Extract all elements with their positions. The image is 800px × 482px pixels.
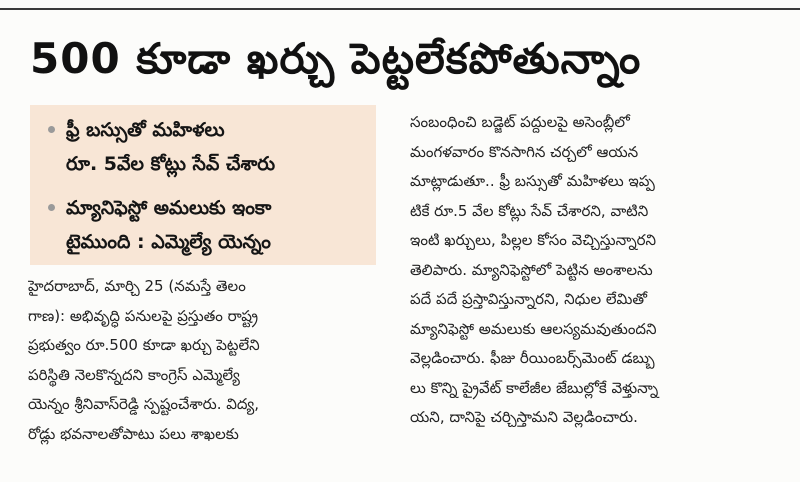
headline: 500 కూడా ఖర్చు పెట్టలేకపోతున్నాం — [30, 34, 642, 83]
text-line: లు కొన్ని ప్రైవేట్ కాలేజీల జేబుల్లోకే వెళ్తున్నా — [410, 378, 659, 397]
left-column-text — [28, 272, 380, 449]
highlights-box — [30, 105, 376, 265]
text-line: మంగళవారం కొనసాగిన చర్చలో ఆయన — [410, 142, 639, 161]
right-column-text — [410, 108, 762, 433]
text-line: యని, దానిపై చర్చిస్తామని వెల్లడించారు. — [410, 408, 638, 426]
highlight-line: ఫ్రీ బస్సుతో మహిళలు — [66, 119, 225, 141]
highlight-line: టైముంది : ఎమ్మెల్యే యెన్నం — [66, 231, 271, 253]
text-line: రోడ్లు భవనాలతోపాటు పలు శాఖలకు — [28, 424, 239, 443]
highlight-item — [46, 113, 370, 181]
text-line: ప్రభుత్వం రూ.500 కూడా ఖర్చు పెట్టలేని — [28, 336, 260, 354]
text-line: పరిస్థితి నెలకొన్నదని కాంగ్రెస్ ఎమ్మెల్యే — [28, 365, 240, 384]
text-line: టికే రూ.5 వేల కోట్లు సేవ్ చేశారని, వాటిని — [410, 201, 649, 220]
text-line: వెల్లడించారు. ఫీజు రీయింబర్స్‌మెంట్ డబ్బు — [410, 349, 655, 367]
top-rule — [0, 8, 800, 10]
text-line: మాట్లాడుతూ.. ఫ్రీ బస్సుతో మహిళలు ఇప్ప — [410, 172, 655, 190]
text-line: తెలిపారు. మ్యానిఫెస్టోలో పెట్టిన అంశాలను — [410, 260, 653, 279]
highlight-line: రూ. 5వేల కోట్లు సేవ్ చేశారు — [66, 153, 276, 175]
highlight-line: మ్యానిఫెస్టో అమలుకు ఇంకా — [66, 197, 272, 219]
bullet-icon — [48, 204, 55, 211]
text-line: మ్యానిఫెస్టో అమలుకు ఆలస్యమవుతుందని — [410, 319, 657, 338]
text-line: యెన్నం శ్రీనివాస్‌రెడ్డి స్పష్టంచేశారు. విద్య, — [28, 395, 260, 413]
text-line: గాణ): అభివృద్ధి పనులపై ప్రస్తుతం రాష్ట్ర — [28, 306, 259, 325]
text-line: సంబంధించి బడ్జెట్ పద్దులపై అసెంబ్లీలో — [410, 113, 630, 131]
bullet-icon — [48, 126, 55, 133]
text-line: హైదరాబాద్, మార్చి 25 (నమస్తే తెలం — [28, 277, 246, 295]
text-line: ఇంటి ఖర్చులు, పిల్లల కోసం వెచ్చిస్తున్నారని — [410, 231, 657, 249]
highlight-item — [46, 191, 370, 259]
text-line: పదే పదే ప్రస్తావిస్తున్నారని, నిధుల లేమితో — [410, 290, 647, 308]
